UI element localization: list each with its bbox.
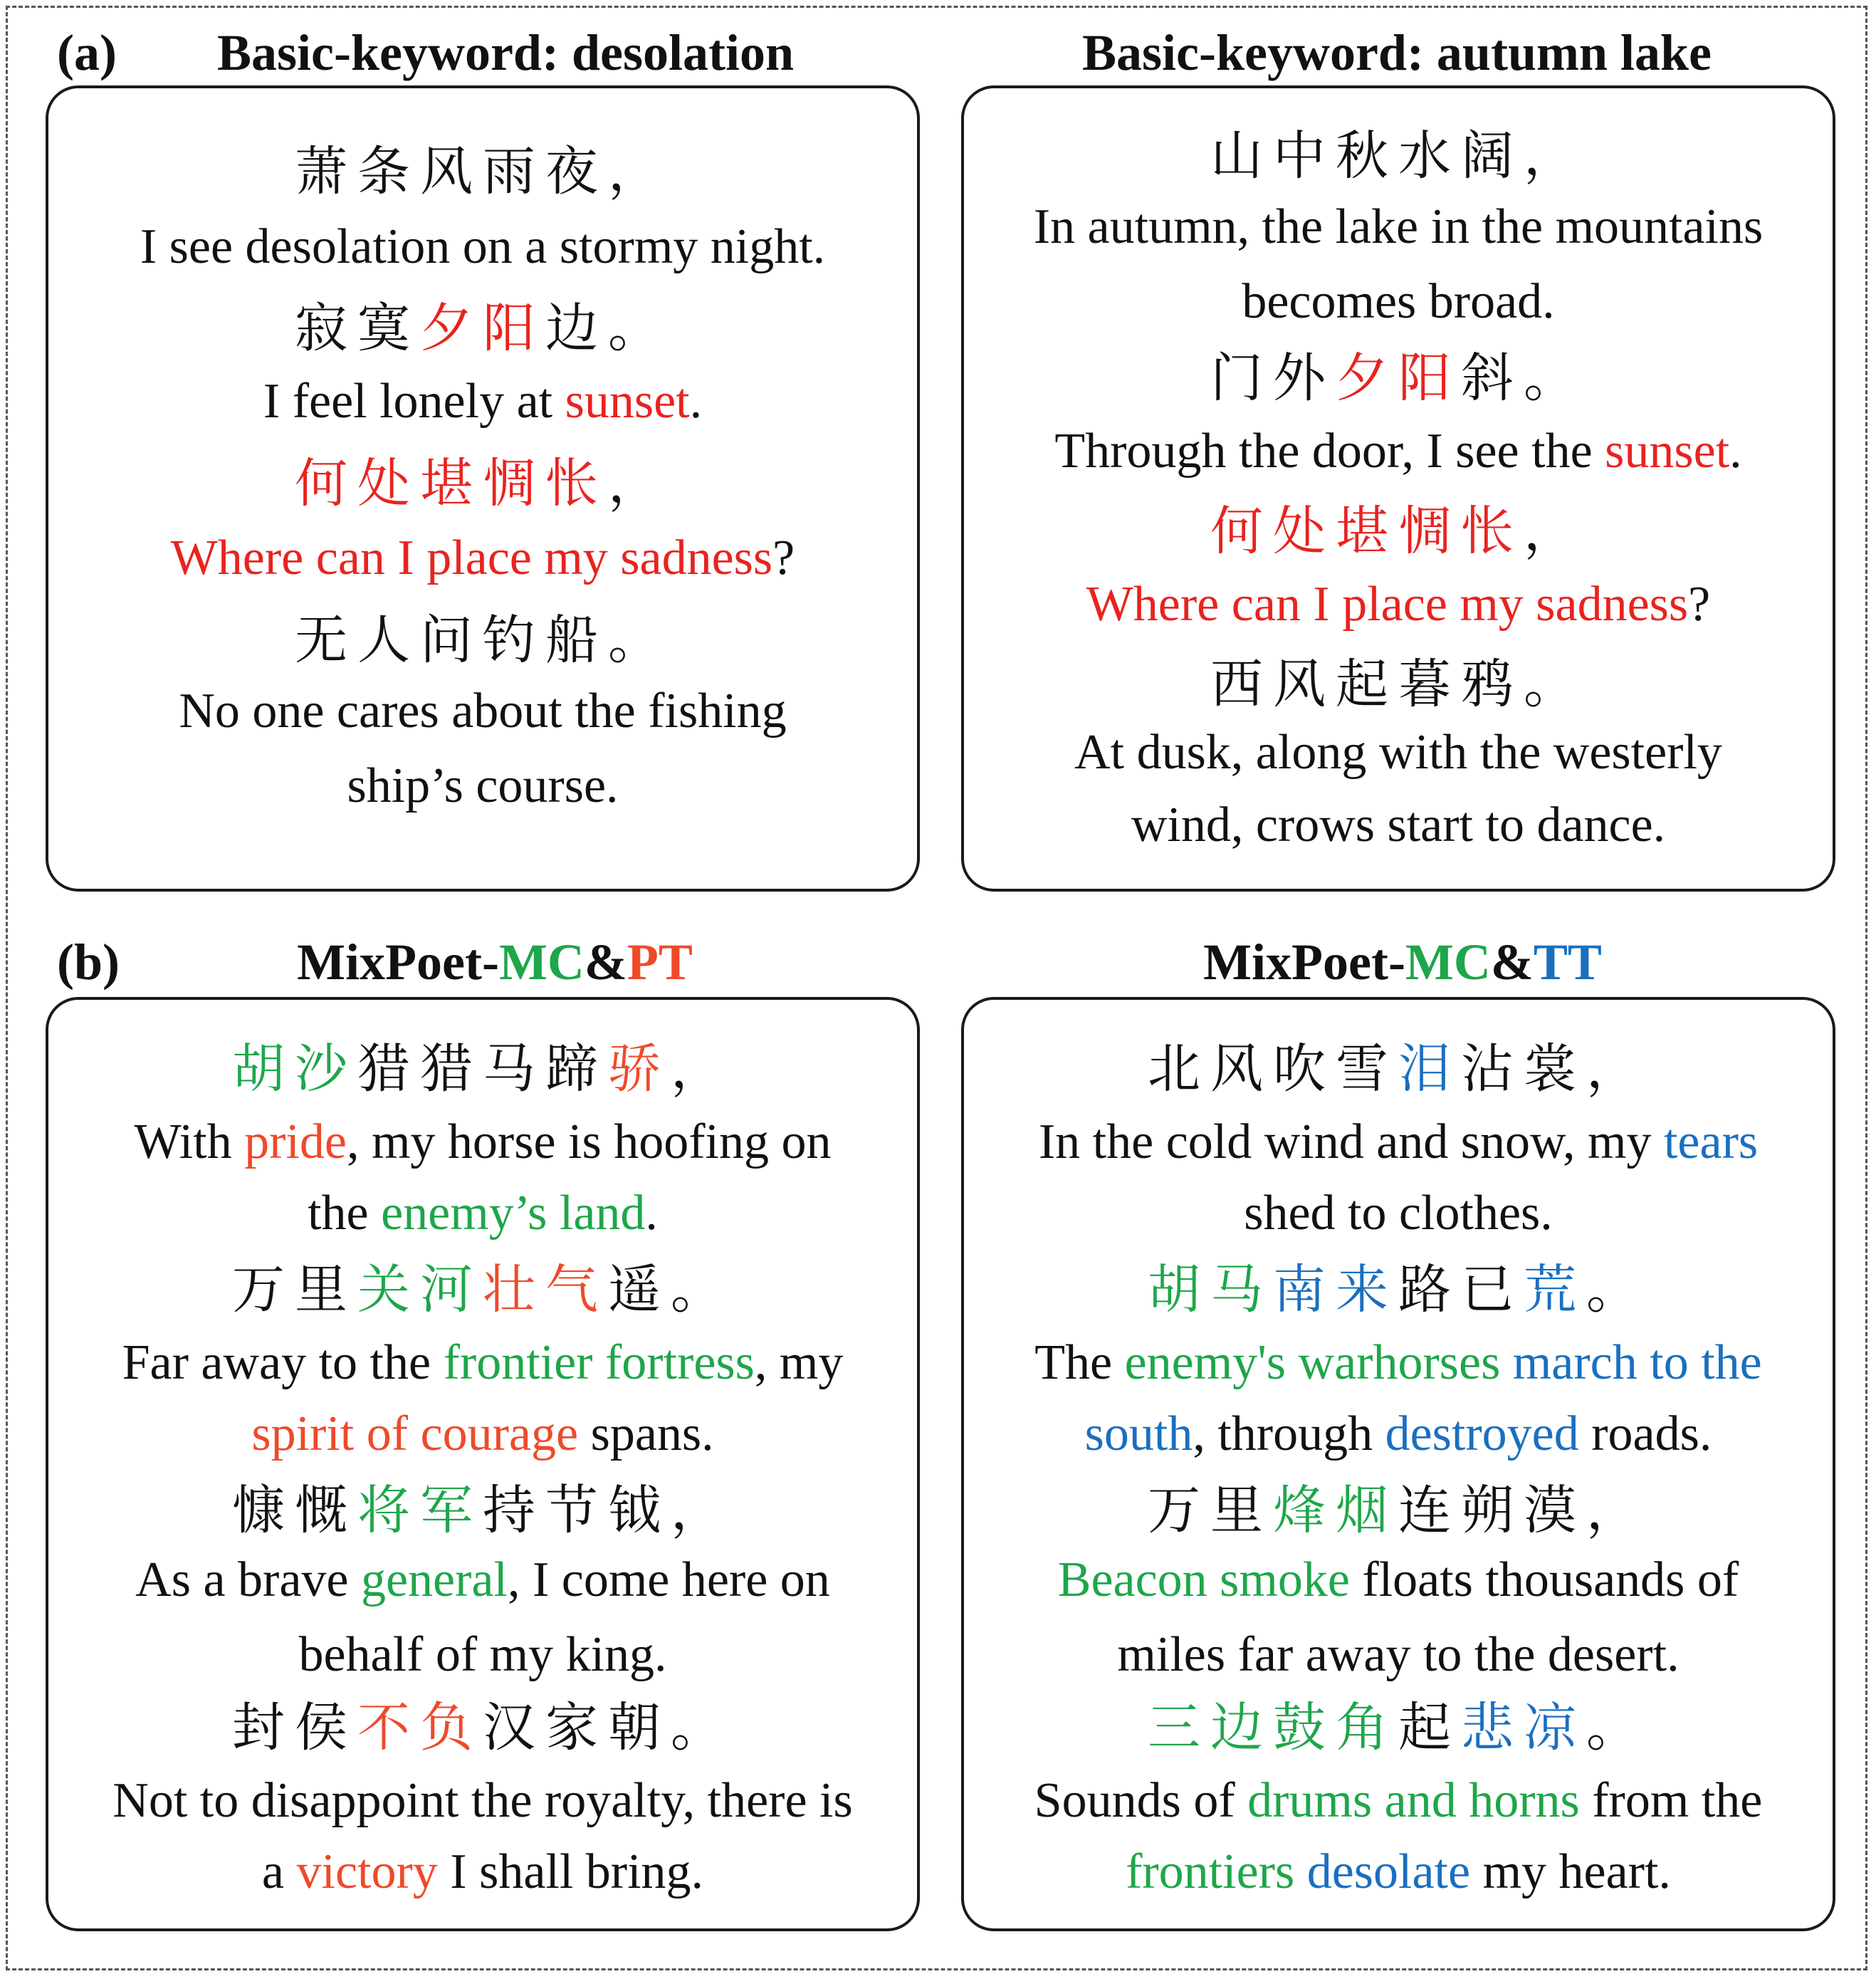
poem-segment: 西风起暮鸦。 (1210, 654, 1586, 715)
poem-segment: , I come here on (507, 1552, 830, 1607)
poem-segment: At dusk, along with the westerly (1074, 725, 1722, 780)
poem-line-english (964, 1186, 1833, 1241)
poem-segment: 万里 (232, 1259, 357, 1320)
poem-box-mc-tt (961, 997, 1835, 1931)
poem-line-english (964, 800, 1833, 850)
poem-segment: Sounds of (1034, 1773, 1248, 1828)
poem-segment: ship’s course. (347, 758, 619, 813)
poem-segment: miles far away to the desert. (1117, 1627, 1680, 1682)
poem-line-english (964, 725, 1833, 780)
poem-segment: the (308, 1186, 382, 1241)
poem-segment: frontier fortress (443, 1335, 755, 1390)
poem-segment: 沾裳， (1461, 1038, 1649, 1100)
poem-segment: roads. (1578, 1406, 1712, 1461)
poem-line-chinese (48, 1038, 917, 1100)
poem-segment: 慷慨 (232, 1480, 357, 1541)
poem-line-english (48, 1114, 917, 1169)
panel-b-label: (b) (57, 934, 120, 991)
poem-segment: sunset (1605, 424, 1730, 479)
poem-line-english (48, 533, 917, 583)
poem-segment: 夕阳 (1336, 348, 1461, 409)
poem-segment: frontiers (1126, 1844, 1295, 1899)
poem-segment: enemy’s land (381, 1186, 646, 1241)
poem-line-chinese (48, 1697, 917, 1758)
poem-segment: , my (754, 1335, 844, 1390)
poem-segment: Far away to the (122, 1335, 444, 1390)
poem-segment: 骄 (608, 1038, 671, 1100)
poem-line-english (48, 1335, 917, 1390)
poem-segment: ? (772, 531, 795, 585)
poem-segment: I feel lonely at (263, 374, 565, 429)
poem-line-english (964, 1114, 1833, 1169)
poem-segment: enemy's warhorses (1124, 1335, 1501, 1390)
poem-segment: ? (1688, 577, 1711, 632)
poem-line-english (48, 1844, 917, 1899)
poem-segment: 连朔漠， (1398, 1480, 1649, 1541)
poem-segment: general (360, 1552, 508, 1607)
poem-box-desolation (46, 85, 920, 892)
poem-segment: behalf of my king. (298, 1627, 667, 1682)
title-segment: & (584, 934, 627, 991)
poem-segment: sunset (565, 374, 690, 429)
poem-segment: 汉家朝。 (483, 1697, 733, 1758)
title-segment: MixPoet- (297, 934, 499, 991)
poem-segment: . (645, 1186, 658, 1241)
poem-segment: The (1034, 1335, 1125, 1390)
poem-segment: 萧条风雨夜， (295, 141, 671, 202)
poem-segment: floats thousands of (1349, 1552, 1739, 1607)
poem-segment: In the cold wind and snow, my (1038, 1114, 1664, 1169)
poem-line-english (48, 1627, 917, 1682)
poem-segment: No one cares about the fishing (179, 684, 787, 738)
poem-segment: my heart. (1470, 1844, 1671, 1899)
poem-segment: wind, crows start to dance. (1131, 798, 1666, 852)
title-segment: MixPoet- (1203, 934, 1405, 991)
poem-segment: 。 (1586, 1259, 1649, 1320)
poem-segment: 关河 (357, 1259, 483, 1320)
poem-line-english (48, 374, 917, 429)
poem-segment: south (1084, 1406, 1193, 1461)
poem-segment: victory (296, 1844, 438, 1899)
poem-line-chinese (48, 141, 917, 202)
poem-line-english (964, 1627, 1833, 1682)
poem-segment: 胡马 (1148, 1259, 1273, 1320)
poem-line-chinese (48, 1259, 917, 1320)
title-segment: TT (1533, 934, 1602, 991)
poem-segment: 无人问钓船。 (295, 610, 671, 671)
poem-segment: from the (1579, 1773, 1763, 1828)
poem-line-chinese (48, 610, 917, 671)
poem-box-autumn-lake (961, 85, 1835, 892)
title-segment: MC (498, 934, 585, 991)
poem-line-chinese (964, 654, 1833, 715)
poem-segment: 将军 (357, 1480, 483, 1541)
poem-segment: 门外 (1210, 348, 1336, 409)
poem-line-chinese (964, 1038, 1833, 1100)
panel-b-right-title (1203, 934, 1602, 991)
poem-line-chinese (964, 125, 1833, 187)
poem-line-chinese (964, 1480, 1833, 1541)
poem-segment: 荒 (1524, 1259, 1586, 1320)
poem-segment: 壮气 (483, 1259, 608, 1320)
poem-segment: ， (608, 453, 671, 514)
poem-segment: 三边鼓角 (1148, 1697, 1398, 1758)
poem-segment: 斜。 (1461, 348, 1586, 409)
poem-segment: I shall bring. (437, 1844, 704, 1899)
title-segment: MC (1405, 934, 1491, 991)
poem-segment: 何处堪惆怅 (295, 453, 608, 514)
poem-line-chinese (48, 453, 917, 514)
poem-line-english (964, 577, 1833, 632)
poem-segment: Through the door, I see the (1054, 424, 1605, 479)
poem-segment: 起 (1398, 1697, 1461, 1758)
poem-segment: With (134, 1114, 245, 1169)
poem-line-english (964, 424, 1833, 479)
poem-segment: 边。 (545, 298, 671, 359)
poem-segment: . (689, 374, 703, 429)
poem-line-english (48, 1186, 917, 1241)
poem-segment: , my horse is hoofing on (346, 1114, 832, 1169)
poem-segment: tears (1663, 1114, 1759, 1169)
poem-segment: 封侯 (232, 1697, 357, 1758)
title-segment: PT (627, 934, 693, 991)
poem-segment: desolate (1294, 1844, 1471, 1899)
poem-line-chinese (48, 1480, 917, 1541)
poem-segment: . (1729, 424, 1742, 479)
poem-segment: spans. (578, 1406, 714, 1461)
poem-segment: 万里 (1148, 1480, 1273, 1541)
poem-segment: ， (671, 1038, 733, 1100)
panel-a-right-title: Basic-keyword: autumn lake (1081, 24, 1712, 81)
panel-b-left-title (297, 934, 693, 991)
poem-line-english (964, 1773, 1833, 1828)
poem-line-english (964, 199, 1833, 254)
poem-segment: In autumn, the lake in the mountains (1033, 199, 1764, 254)
poem-line-chinese (964, 501, 1833, 562)
poem-line-english (964, 1844, 1833, 1899)
poem-line-english (48, 1773, 917, 1828)
poem-line-english (964, 1335, 1833, 1390)
panel-a-label: (a) (57, 24, 117, 81)
poem-segment: becomes broad. (1242, 274, 1555, 329)
poem-segment: As a brave (135, 1552, 361, 1607)
poem-segment: 夕阳 (420, 298, 545, 359)
poem-segment: Beacon smoke (1057, 1552, 1350, 1607)
poem-line-chinese (964, 1697, 1833, 1758)
poem-segment: 烽烟 (1273, 1480, 1398, 1541)
poem-segment: shed to clothes. (1244, 1186, 1553, 1241)
poem-segment: 寂寞 (295, 298, 420, 359)
poem-segment: spirit of courage (251, 1406, 579, 1461)
poem-segment: pride (244, 1114, 347, 1169)
poem-line-english (964, 1552, 1833, 1607)
poem-segment: 山中秋水阔， (1210, 125, 1586, 187)
poem-line-chinese (964, 1259, 1833, 1320)
poem-box-mc-pt (46, 997, 920, 1931)
poem-segment: 南来 (1273, 1259, 1398, 1320)
poem-segment: march to the (1500, 1335, 1762, 1390)
poem-line-english (48, 758, 917, 813)
poem-segment: a (261, 1844, 297, 1899)
poem-segment: Where can I place my sadness (1086, 577, 1689, 632)
poem-segment: 胡沙 (232, 1038, 357, 1100)
poem-line-english (48, 1552, 917, 1607)
poem-segment: drums and horns (1247, 1773, 1580, 1828)
poem-segment: 路已 (1398, 1259, 1524, 1320)
poem-segment: Where can I place my sadness (170, 531, 773, 585)
poem-segment: Not to disappoint the royalty, there is (112, 1773, 853, 1828)
poem-segment: 遥。 (608, 1259, 733, 1320)
poem-segment: 北风吹雪 (1148, 1038, 1398, 1100)
poem-line-english (964, 1406, 1833, 1461)
poem-line-english (48, 686, 917, 736)
poem-segment: destroyed (1385, 1406, 1579, 1461)
poem-segment: 持节钺， (483, 1480, 733, 1541)
title-segment: & (1490, 934, 1534, 991)
poem-line-chinese (964, 348, 1833, 409)
poem-segment: 悲凉 (1461, 1697, 1586, 1758)
poem-line-english (48, 1406, 917, 1461)
poem-segment: 不负 (357, 1697, 483, 1758)
poem-line-english (964, 274, 1833, 329)
poem-line-chinese (48, 298, 917, 359)
poem-segment: 泪 (1398, 1038, 1461, 1100)
panel-a-left-title: Basic-keyword: desolation (217, 24, 794, 81)
poem-line-english (48, 219, 917, 274)
poem-segment: 猎猎马蹄 (357, 1038, 608, 1100)
poem-segment: 。 (1586, 1697, 1649, 1758)
poem-segment: I see desolation on a stormy night. (140, 219, 826, 274)
poem-segment: , through (1193, 1406, 1385, 1461)
poem-segment: ， (1524, 501, 1586, 562)
poem-segment: 何处堪惆怅 (1210, 501, 1524, 562)
